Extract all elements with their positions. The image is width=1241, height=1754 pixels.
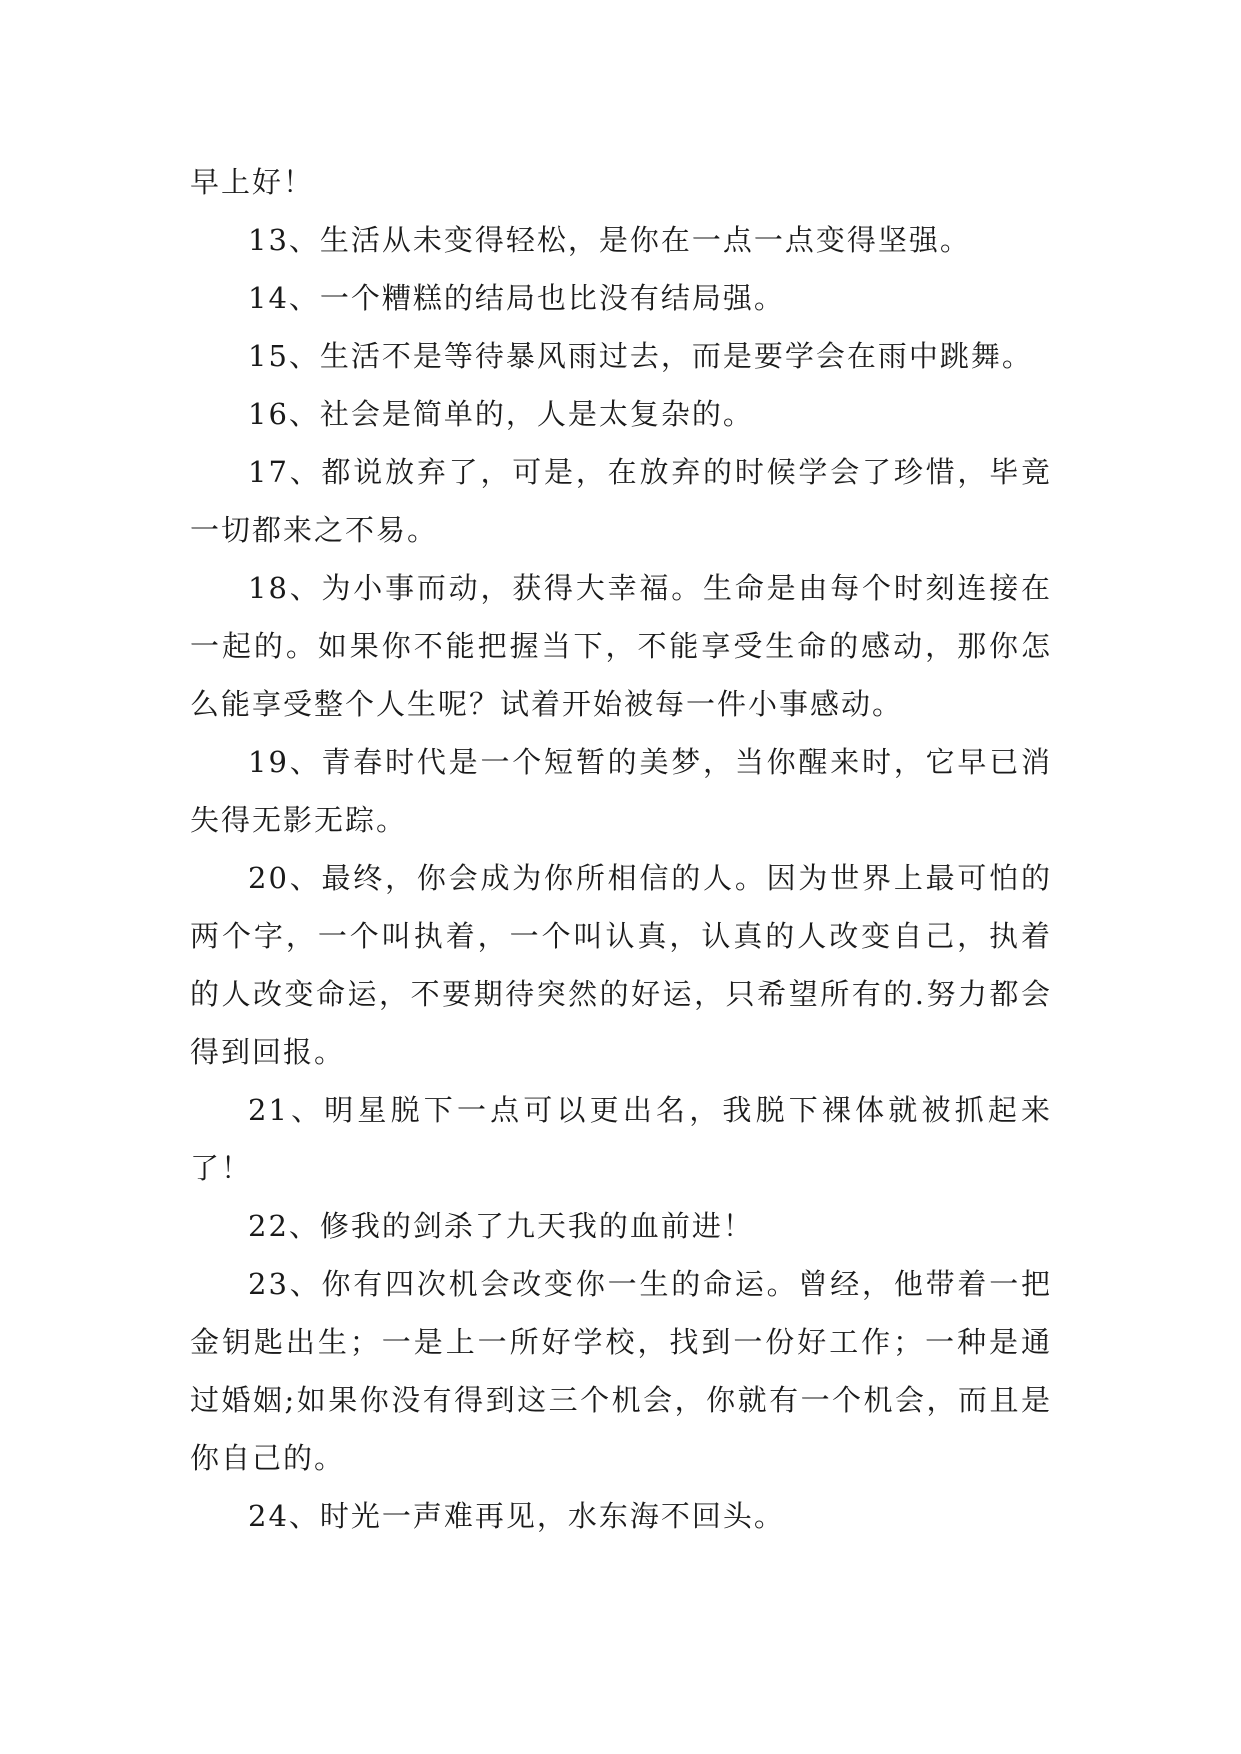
paragraph: 14、一个糟糕的结局也比没有结局强。 — [248, 281, 785, 315]
paragraph: 16、社会是简单的，人是太复杂的。 — [248, 397, 754, 431]
paragraph: 13、生活从未变得轻松，是你在一点一点变得坚强。 — [248, 223, 971, 257]
paragraph: 18、为小事而动，获得大幸福。生命是由每个时刻连接在一起的。如果你不能把握当下，不能享受生命的感动，那你怎么能享受整个人生呢？试着开始被每一件小事感动。 — [190, 571, 1052, 721]
paragraph: 23、你有四次机会改变你一生的命运。曾经，他带着一把金钥匙出生；一是上一所好学校，找到一份好工作；一种是通过婚姻;如果你没有得到这三个机会，你就有一个机会，而且是你自己的。 — [190, 1267, 1052, 1475]
paragraph: 早上好！ — [190, 165, 315, 199]
paragraph: 19、青春时代是一个短暂的美梦，当你醒来时，它早已消失得无影无踪。 — [190, 745, 1052, 837]
document-body — [190, 153, 1052, 1545]
paragraph: 20、最终，你会成为你所相信的人。因为世界上最可怕的两个字，一个叫执着，一个叫认真，认真的人改变自己，执着的人改变命运，不要期待突然的好运，只希望所有的.努力都会得到回报。 — [190, 861, 1052, 1069]
paragraph: 22、修我的剑杀了九天我的血前进！ — [248, 1209, 754, 1243]
paragraph: 17、都说放弃了，可是，在放弃的时候学会了珍惜，毕竟一切都来之不易。 — [190, 455, 1052, 547]
paragraph: 15、生活不是等待暴风雨过去，而是要学会在雨中跳舞。 — [248, 339, 1033, 373]
paragraph: 21、明星脱下一点可以更出名，我脱下裸体就被抓起来了！ — [190, 1093, 1052, 1185]
paragraph: 24、时光一声难再见，水东海不回头。 — [248, 1499, 785, 1533]
